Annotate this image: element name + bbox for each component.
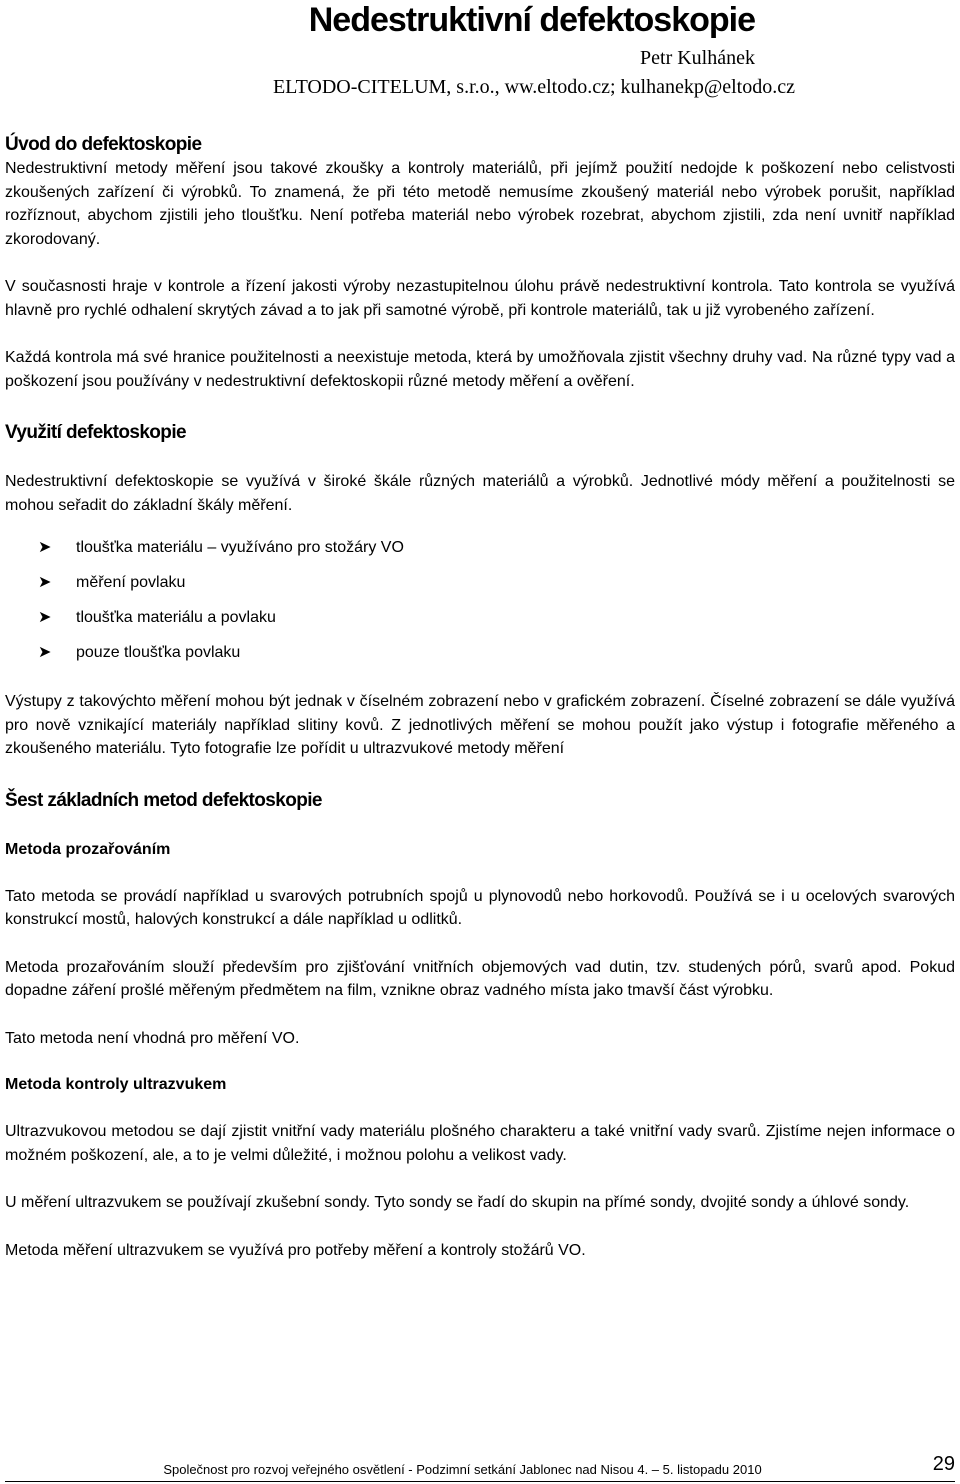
arrow-bullet-icon: ➤	[38, 609, 52, 626]
arrow-bullet-icon: ➤	[38, 574, 52, 591]
radiography-paragraph-2: Metoda prozařováním slouží především pro zjišťování vnitřních objemových vad dutin, tzv. studených pórů, svarů apod. Pokud dopadne záření prošlé měřeným předmětem na film, vznikne obraz vadného místa jako tmavší část výrobku.	[5, 958, 955, 999]
section-heading-methods: Šest základních metod defektoskopie	[5, 789, 322, 811]
document-title: Nedestruktivní defektoskopie	[308, 1, 755, 39]
list-item: ➤ měření povlaku	[5, 572, 955, 594]
radiography-paragraph-3: Tato metoda není vhodná pro měření VO.	[5, 1029, 300, 1047]
section-heading-intro: Úvod do defektoskopie	[5, 134, 202, 155]
usage-paragraph-1: Nedestruktivní defektoskopie se využívá v široké škále různých materiálů a výrobků. Jednotlivé módy měření a použitelnosti se mohou seřadit do základní škály měření.	[5, 473, 955, 514]
ultrasound-paragraph-2: U měření ultrazvukem se používají zkušební sondy. Tyto sondy se řadí do skupin na přímé sondy, dvojité sondy a úhlové sondy.	[5, 1194, 910, 1211]
intro-paragraph-1: Nedestruktivní metody měření jsou takové zkoušky a kontroly materiálů, při jejímž použití nedojde k poškození nebo celistvosti zkoušených zařízení či výrobků. To znamená, že při této metodě nemusíme zkoušený materiál nebo výrobek porušit, například rozříznout, abychom zjistili jeho tloušťku. Není potřeba materiál nebo výrobek rozebrat, abychom zjistili, zda není uvnitř například zkorodovaný.	[5, 160, 955, 248]
document-page	[5, 0, 955, 1262]
ultrasound-paragraph-1: Ultrazvukovou metodou se dají zjistit vnitřní vady materiálu plošného charakteru a také vnitřní vady svarů. Zjistíme nejen informace o možném poškození, ale, a to je velmi důležité, i možnou polohu a velikost vady.	[5, 1123, 955, 1164]
list-item: ➤ pouze tloušťka povlaku	[5, 642, 955, 664]
author-affiliation: ELTODO-CITELUM, s.r.o., ww.eltodo.cz; kulhanekp@eltodo.cz	[272, 76, 795, 98]
ultrasound-paragraph-3: Metoda měření ultrazvukem se využívá pro potřeby měření a kontroly stožárů VO.	[5, 1241, 586, 1259]
usage-bullet-list	[5, 537, 955, 664]
footer-divider	[5, 1481, 955, 1482]
radiography-paragraph-1: Tato metoda se provádí například u svarových potrubních spojů u plynovodů nebo horkovodů. Používá se i u ocelových svarových konstrukcí mostů, halových konstrukcí a dále například u odlitků.	[5, 887, 955, 928]
author-name: Petr Kulhánek	[640, 47, 755, 69]
footer-text: Společnost pro rozvoj veřejného osvětlení - Podzimní setkání Jablonec nad Nisou 4. – 5. listopadu 2010	[163, 1462, 762, 1477]
subsection-heading-ultrasound: Metoda kontroly ultrazvukem	[5, 1076, 227, 1093]
intro-paragraph-2: V současnosti hraje v kontrole a řízení jakosti výroby nezastupitelnou úlohu právě nedestruktivní kontrola. Tato kontrola se využívá hlavně pro rychlé odhalení skrytých závad a to jak při samotné výrobě, při kontrole materiálů, tak u již vyrobeného zařízení.	[5, 278, 955, 319]
arrow-bullet-icon: ➤	[38, 644, 52, 661]
list-item: ➤ tloušťka materiálu – využíváno pro stožáry VO	[5, 537, 955, 559]
intro-paragraph-3: Každá kontrola má své hranice použitelnosti a neexistuje metoda, která by umožňovala zjistit všechny druhy vad. Na různé typy vad a poškození jsou používány v nedestruktivní defektoskopii různé metody měření a ověření.	[5, 349, 955, 390]
section-heading-usage: Využití defektoskopie	[5, 422, 186, 443]
page-footer	[0, 1453, 960, 1484]
usage-paragraph-2: Výstupy z takovýchto měření mohou být jednak v číselném zobrazení nebo v grafickém zobrazení. Číselné zobrazení se dále využívá pro nově vznikající materiály například slitiny kovů. Z jednotlivých měření se mohou použít jako výstup i fotografie měřeného a zkoušeného materiálu. Tyto fotografie lze pořídit u ultrazvukové metody měření	[5, 693, 955, 757]
page-number: 29	[932, 1453, 955, 1475]
subsection-heading-radiography: Metoda prozařováním	[5, 840, 171, 858]
arrow-bullet-icon: ➤	[38, 539, 52, 556]
list-item: ➤ tloušťka materiálu a povlaku	[5, 607, 955, 629]
